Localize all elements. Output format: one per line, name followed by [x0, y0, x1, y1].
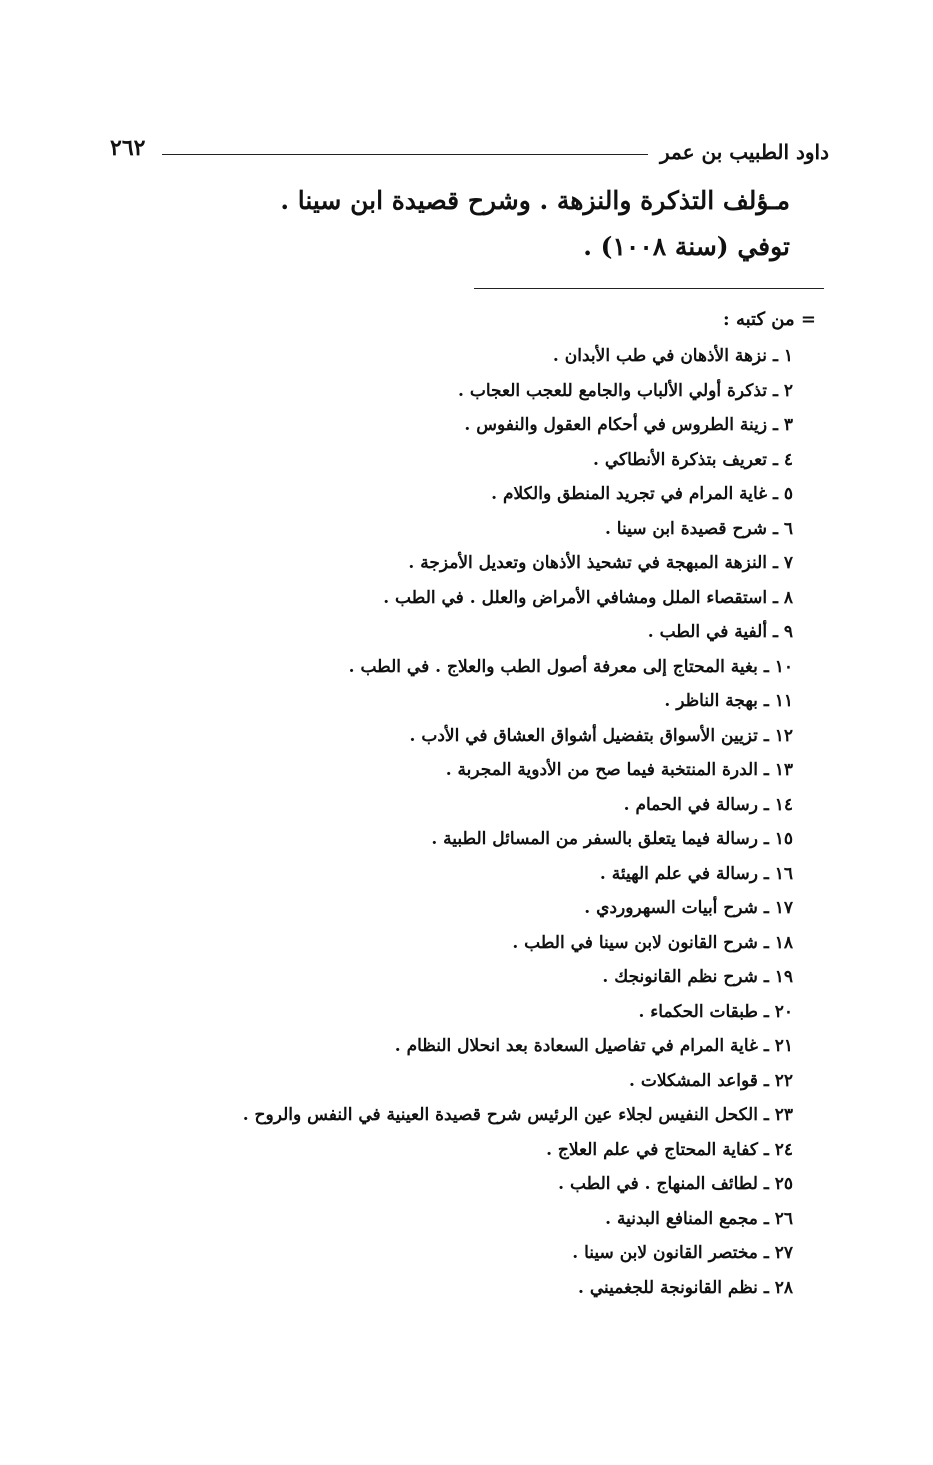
list-item: ٢٣ ـ الكحل النفيس لجلاء عين الرئيس شرح قصيدة العينية في النفس والروح .: [242, 1105, 793, 1125]
list-item: ١١ ـ بهجة الناظر .: [664, 691, 793, 711]
list-item: ٨ ـ استقصاء الملل ومشافي الأمراض والعلل . في الطب .: [383, 587, 793, 608]
bio-line-1: مـؤلف التذكرة والنزهة . وشرح قصيدة ابن سينا .: [280, 186, 790, 215]
list-item: ٢٦ ـ مجمع المنافع البدنية .: [605, 1208, 793, 1229]
list-item: ٦ ـ شرح قصيدة ابن سينا .: [604, 518, 793, 539]
running-header-title: داود الطبيب بن عمر: [659, 140, 829, 164]
list-item: ١ ـ نزهة الأذهان في طب الأبدان .: [552, 346, 793, 366]
list-item: ٤ ـ تعريف بتذكرة الأنطاكي .: [593, 449, 793, 470]
list-item: ٧ ـ النزهة المبهجة في تشحيذ الأذهان وتعديل الأمزجة .: [408, 553, 793, 573]
list-item: ٣ ـ زينة الطروس في أحكام العقول والنفوس .: [464, 415, 793, 435]
list-item: ٩ ـ ألفية في الطب .: [647, 622, 793, 642]
section-divider: [474, 288, 824, 289]
bio-line-2: توفي (سنة ١٠٠٨) .: [583, 232, 790, 261]
list-item: ١٨ ـ شرح القانون لابن سينا في الطب .: [512, 932, 793, 953]
list-item: ٢١ ـ غاية المرام في تفاصيل السعادة بعد انحلال النظام .: [394, 1036, 793, 1056]
list-item: ٢ ـ تذكرة أولي الألباب والجامع للعجب العجاب .: [458, 380, 793, 401]
page-number: ٢٦٢: [110, 135, 146, 161]
list-item: ٢٠ ـ طبقات الحكماء .: [638, 1001, 793, 1022]
list-item: ١٠ ـ بغية المحتاج إلى معرفة أصول الطب والعلاج . في الطب .: [348, 656, 793, 677]
books-heading: = من كتبه :: [723, 309, 816, 330]
list-item: ١٣ ـ الدرة المنتخبة فيما صح من الأدوية المجربة .: [445, 760, 793, 780]
header-rule: [162, 154, 648, 155]
list-item: ٢٤ ـ كفاية المحتاج في علم العلاج .: [546, 1139, 793, 1160]
list-item: ٢٢ ـ قواعد المشكلات .: [629, 1070, 793, 1091]
list-item: ١٧ ـ شرح أبيات السهروردي .: [584, 898, 793, 918]
list-item: ٥ ـ غاية المرام في تجريد المنطق والكلام .: [491, 484, 793, 504]
list-item: ٢٥ ـ لطائف المنهاج . في الطب .: [558, 1174, 793, 1194]
works-list: [153, 339, 793, 1305]
list-item: ١٩ ـ شرح نظم القانونجك .: [602, 967, 793, 987]
list-item: ٢٨ ـ نظم القانونجة للجغميني .: [577, 1277, 793, 1298]
list-item: ٢٧ ـ مختصر القانون لابن سينا .: [572, 1243, 793, 1263]
list-item: ١٦ ـ رسالة في علم الهيئة .: [599, 863, 793, 884]
list-item: ١٢ ـ تزيين الأسواق بتفضيل أشواق العشاق في الأدب .: [409, 725, 793, 746]
list-item: ١٤ ـ رسالة في الحمام .: [623, 794, 793, 815]
list-item: ١٥ ـ رسالة فيما يتعلق بالسفر من المسائل الطبية .: [431, 829, 793, 849]
